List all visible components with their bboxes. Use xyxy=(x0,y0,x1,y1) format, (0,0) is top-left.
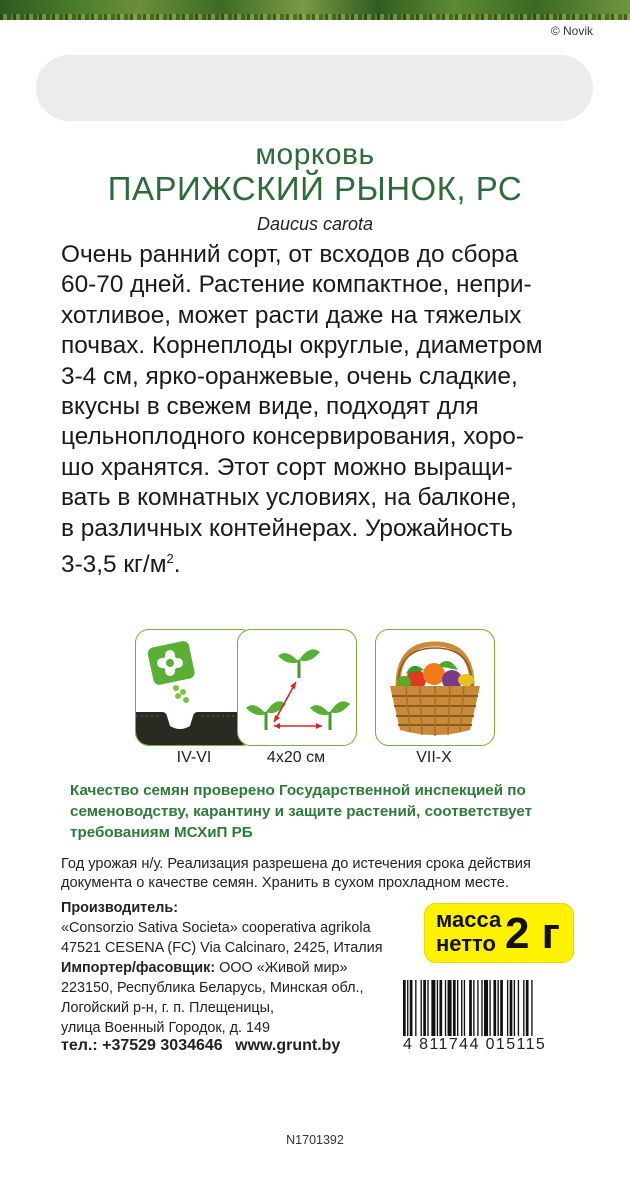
mass-value: 2 г xyxy=(504,909,560,958)
description-line: вать в комнатных условиях, на балконе, xyxy=(61,484,518,512)
barcode-bar xyxy=(445,980,446,1036)
barcode-bar xyxy=(403,980,406,1036)
barcode-bar xyxy=(423,980,426,1036)
harvest-label: VII-X xyxy=(416,749,452,766)
barcode-bar xyxy=(481,980,482,1036)
latin-name: Daucus carota xyxy=(256,214,374,234)
barcode-bar xyxy=(415,980,416,1036)
net-label: нетто xyxy=(436,931,496,956)
copyright: © Novik xyxy=(550,24,593,38)
spacing-icon xyxy=(237,629,357,746)
description-line: 3-3,5 $кг/м^2$. xyxy=(61,551,181,579)
barcode-bar xyxy=(464,980,465,1036)
spacing-label: 4x20 см xyxy=(266,749,326,766)
description-line: хотливое, может расти даже на тяжелых xyxy=(61,301,522,329)
phone: тел.: +37529 3034646 xyxy=(61,1037,223,1054)
barcode-bar xyxy=(477,980,478,1036)
barcode-bar xyxy=(457,980,458,1036)
barcode-bar xyxy=(510,980,513,1036)
barcode-bar xyxy=(448,980,452,1036)
mass-label: масса xyxy=(436,907,502,932)
barcode-bar xyxy=(410,980,413,1036)
barcode-bar xyxy=(493,980,496,1036)
description-line: 60-70 дней. Растение компактное, непри- xyxy=(61,271,532,299)
description-line: шо хранятся. Этот сорт можно выращи- xyxy=(61,453,513,481)
barcode-bar xyxy=(484,980,488,1036)
barcode-bar xyxy=(500,980,503,1036)
importer-address-line: Логойский р-н, г. п. Плещеницы, xyxy=(61,1000,274,1016)
manufacturer-line: «Consorzio Sativa Societa» cooperativa agrikola xyxy=(61,920,371,936)
barcode-bar xyxy=(427,980,428,1036)
product-variety: ПАРИЖСКИЙ РЫНОК, РС xyxy=(107,170,523,207)
barcode-bar xyxy=(523,980,524,1036)
top-decorative-strip xyxy=(0,0,630,20)
manufacturer-address: 47521 CESENA (FC) Via Calcinaro, 2425, Италия xyxy=(61,940,383,956)
barcode-bar xyxy=(469,980,472,1036)
barcode-bar xyxy=(498,980,499,1036)
barcode-bar xyxy=(531,980,532,1036)
description-line: вкусны в свежем виде, подходят для xyxy=(61,393,479,421)
description-line: в различных контейнерах. Урожайность xyxy=(61,514,513,542)
package-window xyxy=(36,55,593,121)
batch-number: N1701392 xyxy=(286,1133,344,1147)
barcode-bar xyxy=(453,980,456,1036)
barcode xyxy=(403,980,579,1036)
barcode-bar xyxy=(439,980,442,1036)
barcode-bar xyxy=(421,980,422,1036)
barcode-bar xyxy=(461,980,462,1036)
importer-address-line: улица Военный Городок, д. 149 xyxy=(61,1020,271,1036)
description-line: почвах. Корнеплоды округлые, диаметром xyxy=(61,332,543,360)
contacts xyxy=(61,1037,348,1055)
description xyxy=(61,240,575,581)
description-line: 3-4 см, ярко-оранжевые, очень сладкие, xyxy=(61,362,518,390)
manufacturer-block xyxy=(61,898,411,1038)
net-weight-badge xyxy=(424,903,574,963)
quality-statement: Качество семян проверено Государственной инспекцией по семеноводству, карантину и защите растений, соответствует требованиям МСХиП РБ xyxy=(70,782,533,841)
barcode-bar xyxy=(431,980,435,1036)
description-line: цельноплодного консервирования, хоро- xyxy=(61,423,524,451)
sowing-label: IV-VI xyxy=(176,749,212,766)
description-line: Очень ранний сорт, от всходов до сбора xyxy=(61,241,519,268)
importer-name: ООО «Живой мир» xyxy=(219,960,348,976)
barcode-number: 4 811744 015115 xyxy=(403,1036,547,1053)
barcode-bar xyxy=(437,980,438,1036)
product-type: морковь xyxy=(255,138,375,171)
barcode-bar xyxy=(473,980,474,1036)
barcode-bar xyxy=(489,980,490,1036)
harvest-note: Год урожая н/у. Реализация разрешена до истечения срока действия документа о качестве семян. Хранить в сухом прохладном месте. xyxy=(61,856,531,891)
importer-heading: Импортер/фасовщик: xyxy=(61,960,216,976)
manufacturer-heading: Производитель: xyxy=(61,900,178,916)
website-link[interactable]: www.grunt.by xyxy=(235,1037,341,1054)
barcode-bar xyxy=(526,980,529,1036)
barcode-bar xyxy=(407,980,408,1036)
barcode-bar xyxy=(507,980,508,1036)
barcode-bar xyxy=(514,980,515,1036)
harvest-basket-icon xyxy=(375,629,495,746)
barcode-bar xyxy=(518,980,519,1036)
importer-address-line: 223150, Республика Беларусь, Минская обл., xyxy=(61,980,364,996)
